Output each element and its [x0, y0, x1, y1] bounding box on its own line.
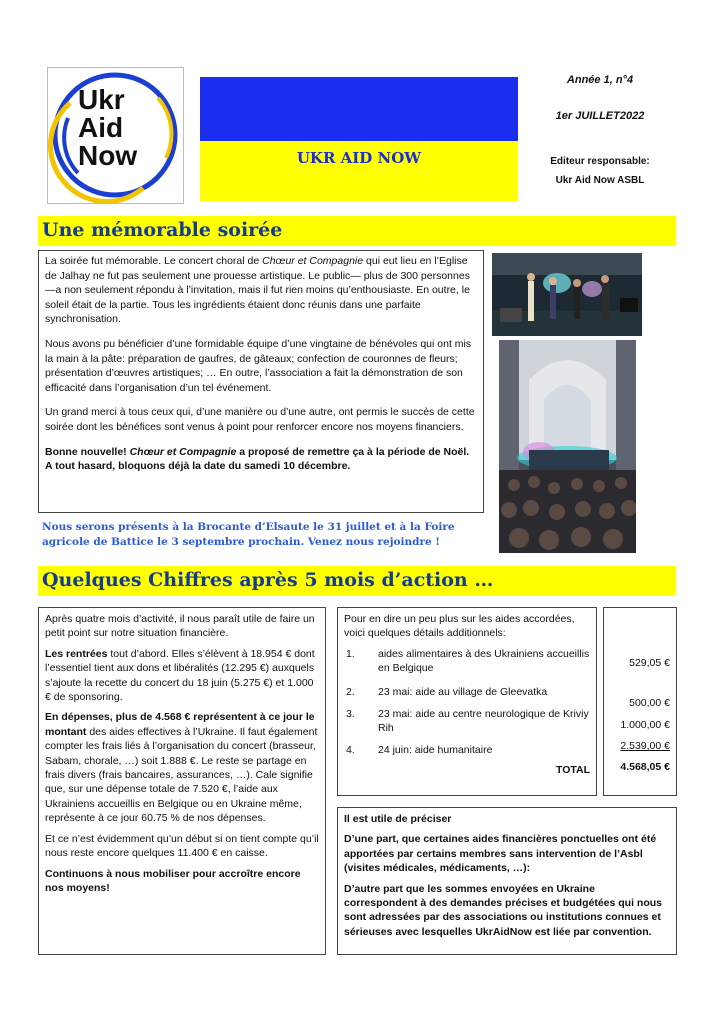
aid-item	[344, 685, 590, 707]
aid-label: aides alimentaires à des Ukrainiens accueillis en Belgique	[378, 647, 590, 675]
aid-label: 23 mai: aide au centre neurologique de Kriviy Rih	[378, 707, 589, 735]
paragraph: Après quatre mois d’activité, il nous paraît utile de faire un petit point sur notre situation financière.	[45, 613, 315, 640]
logo-line: Now	[78, 140, 138, 171]
section-title: Quelques Chiffres après 5 mois d’action …	[42, 569, 494, 591]
paragraph	[45, 254, 477, 327]
issue-number: Année 1, n°4	[566, 74, 634, 86]
logo-line: Aid	[78, 112, 124, 143]
paragraph	[45, 710, 319, 825]
aid-item	[344, 743, 590, 761]
section-title: Une mémorable soirée	[42, 219, 283, 241]
concert-band-photo	[492, 253, 642, 336]
section-banner	[38, 216, 676, 246]
aid-number: 2.	[346, 685, 355, 698]
text: a proposé de remettre ça à la période de Noël. A tout hasard, bloquons déjà la date du samedi 10 décembre.	[45, 445, 470, 473]
clarification-title: Il est utile de préciser	[344, 813, 452, 825]
total-label: TOTAL	[555, 763, 590, 776]
aid-number: 4.	[346, 743, 355, 756]
clarification-box	[337, 807, 677, 955]
aid-number: 3.	[346, 707, 355, 720]
paragraph: D’une part, que certaines aides financières ponctuelles ont été apportées par certains membres sans intervention de l’Asbl (visites médicales, médicaments, …):	[344, 833, 657, 875]
church-concert-photo	[499, 340, 636, 553]
section-banner	[38, 566, 676, 596]
aid-item	[344, 707, 590, 743]
text: Bonne nouvelle!	[45, 445, 130, 458]
text: qui eut lieu en l’Eglise de Jalhay ne fut pas seulement une prouesse artistique. Le public— plus de 300 personnes—a non seulement répondu à l’invitation, mais il fut rien moins qu’enthousiaste. En outre, le soleil était de la partie. Tous les ingrédients étaient donc réunis dans une parfaite synchronisation.	[45, 255, 470, 326]
choir-name: Chœur et Compagnie	[129, 445, 237, 458]
paragraph: Un grand merci à tous ceux qui, d’une manière ou d’une autre, ont permis le succès de cette soirée dont les bénéfices sont venus à point pour renforcer encore nos moyens financiers.	[45, 406, 475, 433]
editor-name: Ukr Aid Now ASBL	[555, 175, 645, 186]
aid-amount: 500,00 €	[629, 697, 670, 709]
aid-amount: 529,05 €	[629, 657, 670, 669]
paragraph	[45, 647, 319, 705]
choir-name: Chœur et Compagnie	[262, 255, 364, 267]
text: tout d’abord. Elles s’élèvent à 18.954 € dont l’essentiel tient aux dons et libéralités (12.295 €) auxquels s’ajoute la recette du concert du 18 juin (5.275 €) et 1.000 € de sponsoring.	[45, 647, 315, 704]
aid-label: 24 juin: aide humanitaire	[378, 743, 493, 756]
aid-details-box	[337, 607, 597, 796]
aid-amount: 1.000,00 €	[620, 719, 670, 731]
flag-blue	[200, 77, 518, 141]
aid-intro: Pour en dire un peu plus sur les aides accordées, voici quelques détails additionnels:	[344, 613, 575, 640]
flag-yellow	[200, 141, 518, 201]
event-announcement: Nous serons présents à la Brocante d’Elsaute le 31 juillet et à la Foire agricole de Battice le 3 septembre prochain. Venez nous rejoindre !	[42, 521, 455, 548]
finance-summary-box	[38, 607, 326, 955]
logo-line: Ukr	[78, 84, 125, 115]
paragraph: Et ce n’est évidemment qu’un début si on tient compte qu’il nous reste encore quelques 11.400 € en caisse.	[45, 832, 319, 860]
paragraph: Continuons à nous mobiliser pour accroître encore nos moyens!	[45, 867, 301, 894]
issue-date: 1er JUILLET2022	[555, 110, 645, 122]
paragraph	[45, 445, 477, 474]
logo	[47, 67, 184, 204]
bold-lead: Les rentrées	[45, 647, 108, 660]
total-amount: 4.568,05 €	[620, 761, 670, 773]
editor-label: Editeur responsable:	[550, 156, 650, 167]
text: des aides effectives à l’Ukraine. Il faut également compter les frais liés à l’organisation du concert (brasseur, Sabam, chorale, …) soit 1.888 €. Le reste se partage en frais divers (frais bancaires, assurances, …). Cale signifie que, sur une dépense totale de 7.520 €, l’aide aux Ukrainiens accueillis en Belgique ou en Ukraine même, représente à ce jour 60.75 % de nos dépenses.	[45, 725, 318, 825]
paragraph: D’autre part que les sommes envoyées en Ukraine correspondent à des demandes précises et budgétées qui nous sont adressées par des associations ou institutions connues et sérieuses avec lesquelles UkrAidNow est liée par convention.	[344, 882, 663, 938]
bold-lead: En dépenses, plus de 4.568 € représentent à ce jour le montant	[45, 711, 315, 738]
logo-text	[78, 86, 137, 170]
newsletter-title: UKR AID NOW	[296, 149, 422, 167]
aid-amount: 2.539,00 €	[620, 740, 670, 752]
text: La soirée fut mémorable. Le concert choral de	[45, 255, 263, 267]
aid-amounts-box	[603, 607, 677, 796]
aid-number: 1.	[346, 647, 355, 660]
paragraph: Nous avons pu bénéficier d’une formidable équipe d’une vingtaine de bénévoles qui ont mis la main à la pâte: préparation de gaufres, de gâteaux; confection de couronnes de fleurs; présentation d’œuvres artistiques; … En outre, l’association a fait la démonstration de son efficacité dans l’organisation d’un tel événement.	[45, 337, 472, 394]
aid-label: 23 mai: aide au village de Gleevatka	[378, 685, 548, 698]
ukraine-flag-banner	[200, 77, 518, 201]
article-box	[38, 250, 484, 513]
aid-item	[344, 647, 590, 685]
